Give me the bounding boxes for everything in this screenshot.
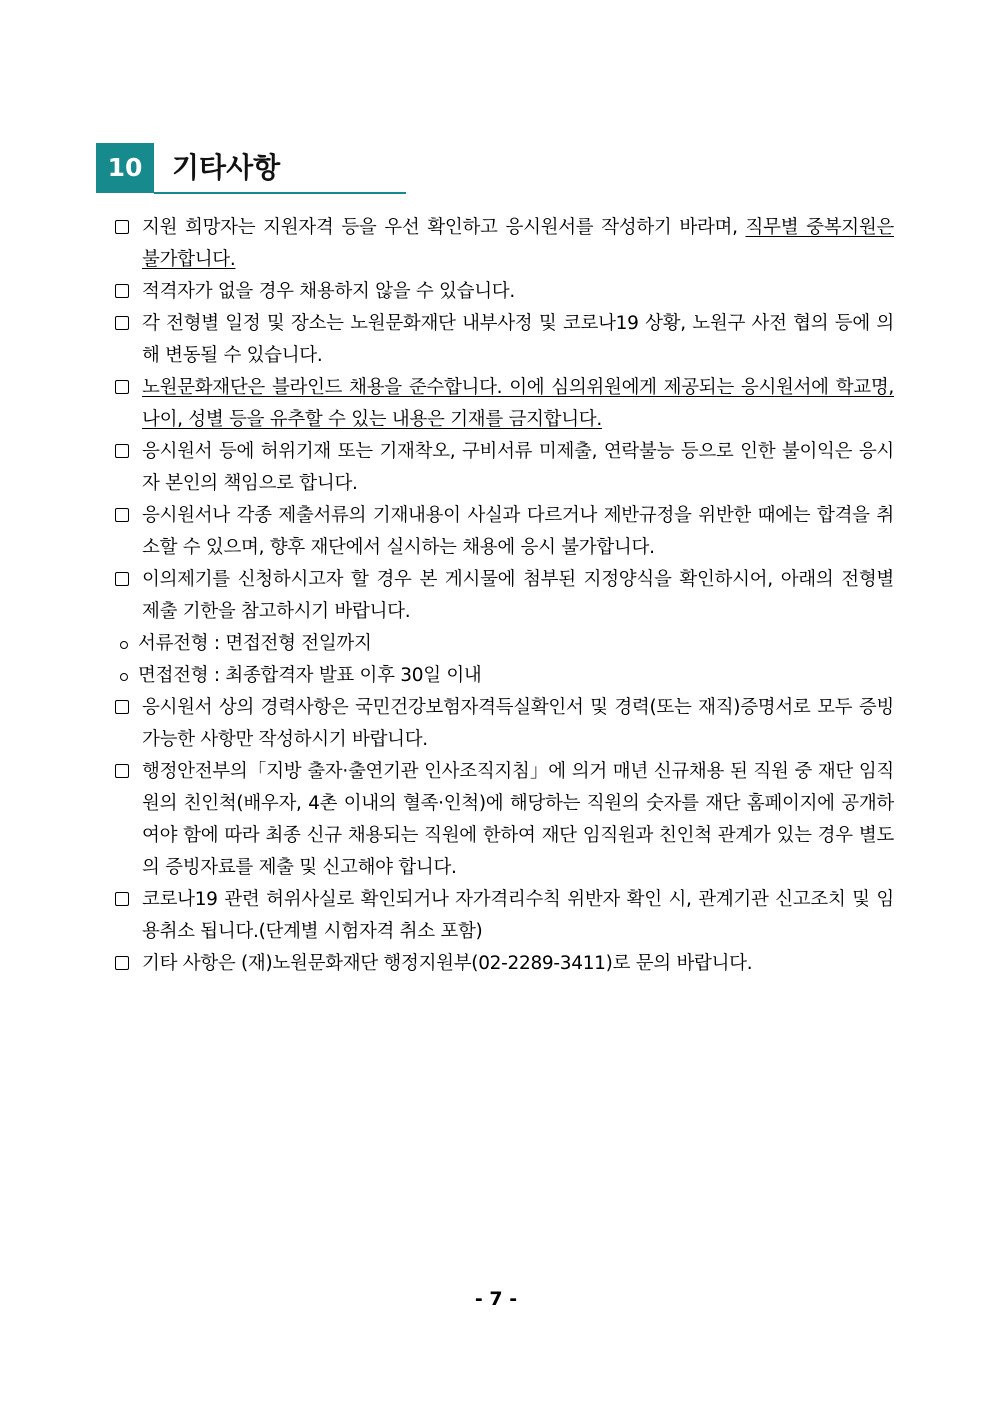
item-text: 응시원서 상의 경력사항은 국민건강보험자격득실확인서 및 경력(또는 재직)증명서로 모두 증빙 가능한 사항만 작성하시기 바랍니다.: [142, 697, 894, 750]
item-text-underlined: 직무별 중복지원은 불가합니다.: [142, 217, 894, 270]
section-header: [96, 143, 406, 195]
item-text: 응시원서 등에 허위기재 또는 기재착오, 구비서류 미제출, 연락불능 등으로 인한 불이익은 응시자 본인의 책임으로 합니다.: [142, 441, 894, 494]
section-number: 10: [96, 143, 154, 193]
list-item-covid: [114, 884, 894, 948]
notice-list: [114, 212, 894, 980]
checkbox-square-icon: [115, 444, 129, 458]
list-item-cancellation: [114, 500, 894, 564]
list-item-relatives: [114, 756, 894, 884]
item-text: 응시원서나 각종 제출서류의 기재내용이 사실과 다르거나 제반규정을 위반한 때에는 합격을 취소할 수 있으며, 향후 재단에서 실시하는 채용에 응시 불가합니다.: [142, 505, 894, 558]
list-item-contact: [114, 948, 894, 980]
list-item-career: [114, 692, 894, 756]
checkbox-square-icon: [115, 380, 129, 394]
item-text-underlined: 노원문화재단은 블라인드 채용을 준수합니다. 이에 심의위원에게 제공되는 응시원서에 학교명, 나이, 성별 등을 유추할 수 있는 내용은 기재를 금지합니다.: [142, 377, 894, 430]
checkbox-square-icon: [115, 316, 129, 330]
page-number: - 7 -: [474, 1288, 518, 1310]
checkbox-square-icon: [115, 508, 129, 522]
list-item-blind-hiring: [114, 372, 894, 436]
list-item-false-entry: [114, 436, 894, 500]
list-item-no-qualified: [114, 276, 894, 308]
checkbox-square-icon: [115, 220, 129, 234]
sub-item-interview-stage: [110, 660, 894, 692]
item-text: 적격자가 없을 경우 채용하지 않을 수 있습니다.: [142, 281, 515, 302]
item-text: 행정안전부의「지방 출자·출연기관 인사조직지침」에 의거 매년 신규채용 된 직원 중 재단 임직원의 친인척(배우자, 4촌 이내의 혈족·인척)에 해당하는 직원의 숫자를 재단 홈페이지에 공개하여야 함에 따라 최종 신규 채용되는 직원에 한하여 재단 임직원과 친인척 관계가 있는 경우 별도의 증빙자료를 제출 및 신고해야 합니다.: [142, 761, 894, 878]
sub-item-text: 서류전형 : 면접전형 전일까지: [138, 633, 372, 654]
section-title: 기타사항: [172, 151, 281, 184]
item-text: 지원 희망자는 지원자격 등을 우선 확인하고 응시원서를 작성하기 바라며,: [142, 217, 746, 238]
item-text: 기타 사항은 (재)노원문화재단 행정지원부(02-2289-3411)로 문의 바랍니다.: [142, 953, 753, 974]
circle-bullet-icon: [120, 673, 128, 681]
list-item-application-rule: [114, 212, 894, 276]
list-item-objection: [114, 564, 894, 628]
item-text: 이의제기를 신청하시고자 할 경우 본 게시물에 첨부된 지정양식을 확인하시어, 아래의 전형별 제출 기한을 참고하시기 바랍니다.: [142, 569, 894, 622]
item-text: 코로나19 관련 허위사실로 확인되거나 자가격리수칙 위반자 확인 시, 관계기관 신고조치 및 임용취소 됩니다.(단계별 시험자격 취소 포함): [142, 889, 894, 942]
checkbox-square-icon: [115, 572, 129, 586]
sub-item-document-stage: [110, 628, 894, 660]
list-item-schedule-change: [114, 308, 894, 372]
checkbox-square-icon: [115, 764, 129, 778]
circle-bullet-icon: [120, 641, 128, 649]
section-divider: [154, 192, 406, 194]
checkbox-square-icon: [115, 284, 129, 298]
checkbox-square-icon: [115, 892, 129, 906]
checkbox-square-icon: [115, 956, 129, 970]
checkbox-square-icon: [115, 700, 129, 714]
item-text: 각 전형별 일정 및 장소는 노원문화재단 내부사정 및 코로나19 상황, 노원구 사전 협의 등에 의해 변동될 수 있습니다.: [142, 313, 894, 366]
sub-item-text: 면접전형 : 최종합격자 발표 이후 30일 이내: [138, 665, 482, 686]
